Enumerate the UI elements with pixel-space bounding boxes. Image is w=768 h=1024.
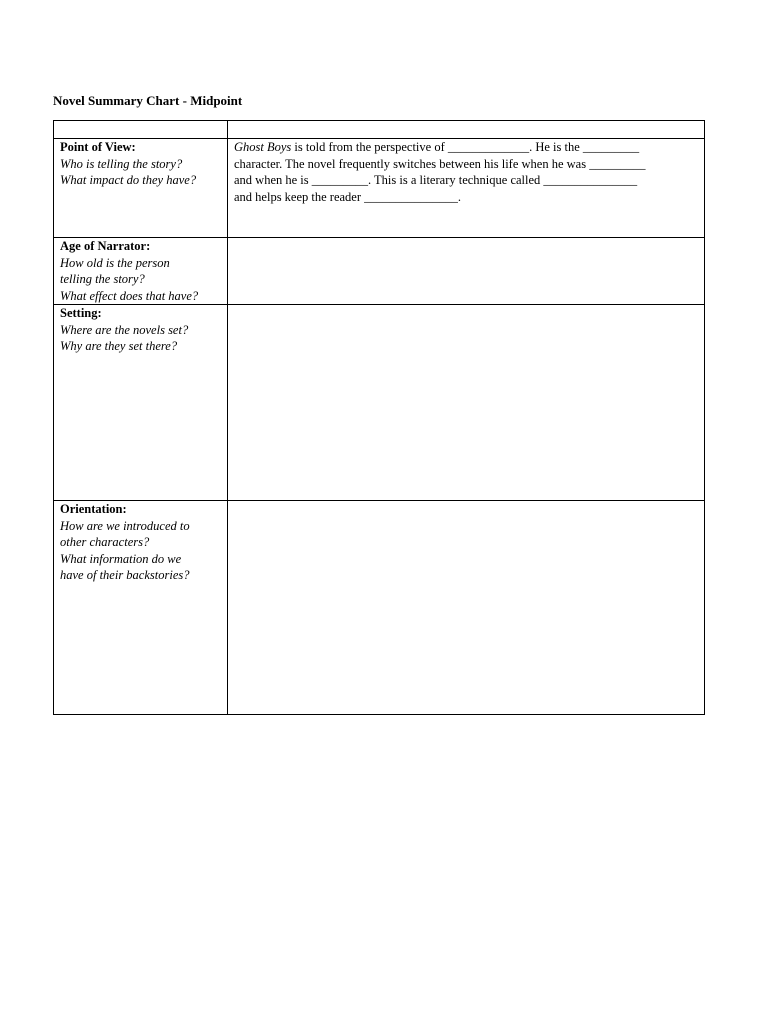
fill-in-line-2: character. The novel frequently switches between his life when he was _________ [234,156,646,171]
table-row-orientation [54,501,705,715]
book-title: Ghost Boys [234,140,292,154]
question-text: What impact do they have? [60,173,197,187]
answer-cell-age-of-narrator[interactable] [228,238,705,305]
fill-in-line-3: and when he is _________. This is a literary technique called _______________ [234,173,638,187]
prompt-cell-orientation [54,501,228,715]
answer-cell-orientation[interactable] [228,501,705,715]
header-cell-left [54,121,228,139]
row-label-setting: Setting: [60,306,102,320]
summary-chart-table [53,120,705,715]
fill-in-line-1 [234,139,698,156]
question-text: have of their backstories? [60,568,190,582]
question-text: How are we introduced to [60,518,190,533]
fill-in-line-1-text: is told from the perspective of _____________. He is the _________ [291,140,640,154]
fill-in-line-4: and helps keep the reader _______________. [234,189,462,204]
answer-cell-setting[interactable] [228,305,705,501]
answer-cell-point-of-view[interactable] [228,139,705,238]
prompt-cell-age-of-narrator [54,238,228,305]
fill-in-paragraph [234,139,698,205]
question-text: Where are the novels set? [60,322,189,337]
question-text: Who is telling the story? [60,156,183,171]
question-text: What effect does that have? [60,288,199,303]
question-text: Why are they set there? [60,339,178,353]
row-label-point-of-view: Point of View: [60,140,136,154]
question-text: other characters? [60,535,150,549]
header-row [54,121,705,139]
page-title: Novel Summary Chart - Midpoint [53,93,243,108]
row-label-orientation: Orientation: [60,502,127,516]
question-text: How old is the person [60,255,170,270]
question-text: telling the story? [60,272,145,286]
prompt-cell-point-of-view [54,139,228,238]
table-row-age-of-narrator [54,238,705,305]
table-row-point-of-view [54,139,705,238]
table-row-setting [54,305,705,501]
question-text: What information do we [60,551,182,566]
prompt-cell-setting [54,305,228,501]
row-label-age-of-narrator: Age of Narrator: [60,239,151,253]
header-cell-right [228,121,705,139]
